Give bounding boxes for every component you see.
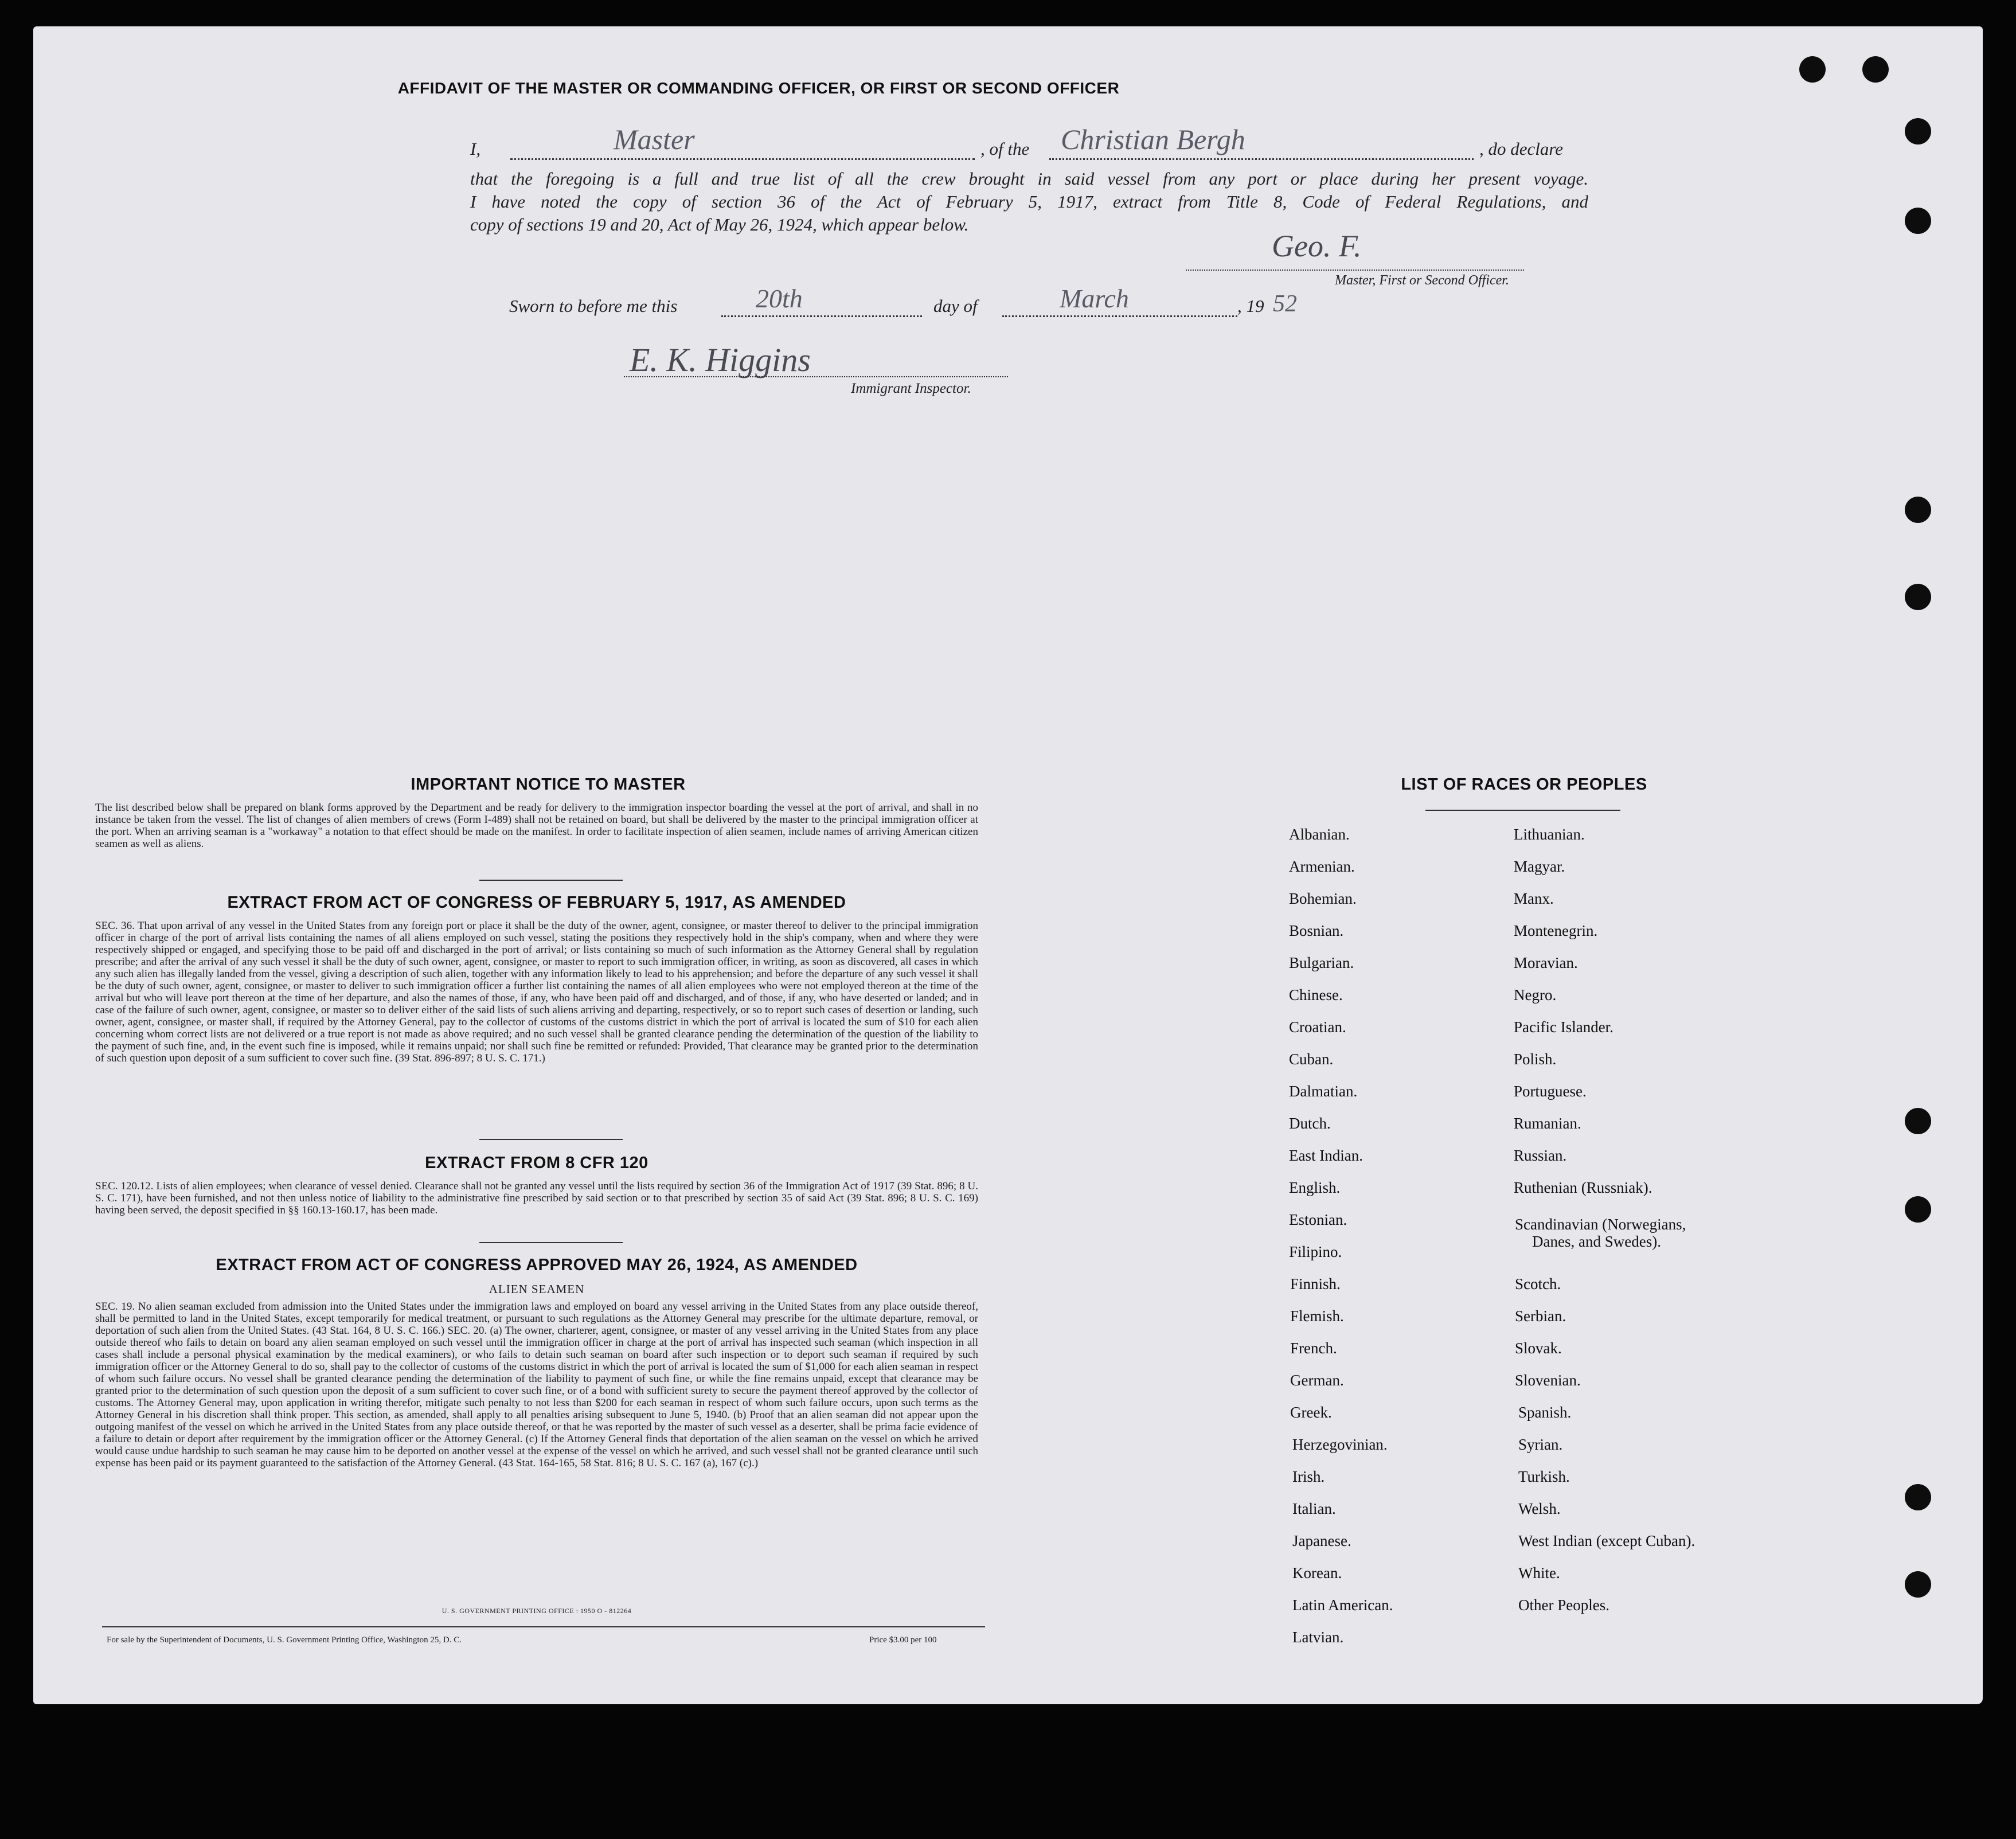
race-item: Magyar.: [1514, 858, 1565, 875]
vessel-label: , of the: [980, 139, 1030, 159]
race-item: Lithuanian.: [1514, 826, 1585, 843]
punch-hole: [1862, 56, 1889, 83]
race-item: Danes, and Swedes).: [1532, 1233, 1661, 1250]
declarant-label: I,: [470, 139, 481, 159]
inspector-caption: Immigrant Inspector.: [851, 381, 971, 396]
race-item: Dutch.: [1289, 1115, 1331, 1132]
inspector-signature: E. K. Higgins: [630, 341, 811, 378]
punch-hole: [1905, 1108, 1931, 1134]
notice-title: IMPORTANT NOTICE TO MASTER: [411, 775, 686, 794]
race-item: Dalmatian.: [1289, 1083, 1358, 1100]
race-item: Finnish.: [1290, 1275, 1341, 1293]
affidavit-text-line: copy of sections 19 and 20, Act of May 26, 1924, which appear below.: [470, 214, 969, 235]
race-item: Latin American.: [1292, 1596, 1393, 1614]
race-item: Estonian.: [1289, 1211, 1347, 1228]
signature-line: [1186, 270, 1524, 271]
race-item: Turkish.: [1518, 1468, 1570, 1485]
race-item: East Indian.: [1289, 1147, 1363, 1164]
race-item: Serbian.: [1515, 1307, 1566, 1325]
race-item: Korean.: [1292, 1564, 1342, 1582]
vessel-field: [1049, 123, 1474, 160]
officer-handwritten: Master: [614, 123, 695, 155]
affidavit-line-1: [470, 123, 1588, 164]
section-divider: [479, 880, 623, 881]
notice-text: The list described below shall be prepared on blank forms approved by the Department and be ready for delivery to the immigration inspector boarding the vessel at the port of arrival, and shall in no instance be taken from the vessel. The list of changes of alien members of crews (Form I-489) shall not be retained on board, but shall be delivered by the master to the principal immigration officer at the port. When an arriving seaman is a "workaway" a notation to that effect should be made on the manifest. In order to facilitate inspection of alien seamen, include names of arriving American citizen seamen as well as aliens.: [95, 802, 978, 850]
race-item: White.: [1518, 1564, 1560, 1582]
punch-hole: [1905, 208, 1931, 234]
race-item: Welsh.: [1518, 1500, 1561, 1517]
race-item: Latvian.: [1292, 1629, 1344, 1646]
race-item: Rumanian.: [1514, 1115, 1581, 1132]
race-item: Polish.: [1514, 1051, 1557, 1068]
footer-rule: [102, 1626, 985, 1627]
race-item: Syrian.: [1518, 1436, 1563, 1453]
race-item: Armenian.: [1289, 858, 1355, 875]
race-item: French.: [1290, 1340, 1337, 1357]
race-item: Japanese.: [1292, 1532, 1351, 1549]
punch-hole: [1905, 584, 1931, 610]
vessel-handwritten: Christian Bergh: [1061, 123, 1245, 155]
footer-right: Price $3.00 per 100: [869, 1635, 937, 1645]
race-item: Bosnian.: [1289, 922, 1344, 939]
race-item: Flemish.: [1290, 1307, 1344, 1325]
race-item: Bulgarian.: [1289, 954, 1354, 971]
race-item: Russian.: [1514, 1147, 1567, 1164]
printing-office-line: U. S. GOVERNMENT PRINTING OFFICE : 1950 O - 812264: [442, 1607, 632, 1615]
punch-hole: [1905, 497, 1931, 523]
race-item: Moravian.: [1514, 954, 1578, 971]
day-of-label: day of: [933, 296, 978, 316]
extract-1917-text: SEC. 36. That upon arrival of any vessel in the United States from any foreign port or place it shall be the duty of the owner, agent, consignee, or master thereof to deliver to the principal immigration officer in charge of the port of arrival lists containing the names of all aliens employed on such vessel, stating the positions they respectively hold in the ship's company, when and where they were respectively shipped or engaged, and specifying those to be paid off and discharged in the port of arrival; or lists containing so much of such information as the Attorney General shall by regulation prescribe; and after the arrival of any such vessel it shall be the duty of such owner, agent, consignee, or master to report to such immigration officer, in writing, as soon as discovered, all cases in which any such alien has illegally landed from the vessel, giving a description of such alien, together with any information likely to lead to his apprehension; and before the departure of any such vessel it shall be the duty of such owner, agent, consignee, or master to deliver to such immigration officer a further list containing the names of all alien employees who were not employed thereon at the time of the arrival but who will leave port thereon at the time of her departure, and also the names of those, if any, who have been paid off and discharged, and of those, if any, who have deserted or landed; and in case of the failure of such owner, agent, consignee, or master so to deliver either of the said lists of such aliens arriving and departing, respectively, or so to report such cases of desertion or landing, such owner, agent, consignee, or master shall, if required by the Attorney General, pay to the collector of customs of the customs district in which the port of arrival is located the sum of $10 for each alien concerning whom correct lists are not delivered or a true report is not made as above required; and no such vessel shall be granted clearance pending the determination of the question of the liability to the payment of such fine, and, in the event such fine is imposed, while it remains unpaid; nor shall such fine be remitted or refunded: Provided, That clearance may be granted prior to the determination of such question upon deposit of a sum sufficient to cover such fine. (39 Stat. 896-897; 8 U. S. C. 171.): [95, 920, 978, 1064]
race-item: Negro.: [1514, 986, 1557, 1004]
race-item: Slovenian.: [1515, 1372, 1581, 1389]
race-item: Bohemian.: [1289, 890, 1357, 907]
race-item: Portuguese.: [1514, 1083, 1587, 1100]
extract-1917-title: EXTRACT FROM ACT OF CONGRESS OF FEBRUARY 5, 1917, AS AMENDED: [227, 893, 846, 912]
race-item: Scandinavian (Norwegians,: [1515, 1216, 1686, 1233]
declare-label: , do declare: [1479, 139, 1564, 159]
sworn-day-handwritten: 20th: [756, 284, 803, 313]
race-item: Cuban.: [1289, 1051, 1334, 1068]
race-item: Greek.: [1290, 1404, 1332, 1421]
officer-field: [510, 123, 975, 160]
year-handwritten: 52: [1273, 291, 1297, 317]
inspector-line: [624, 376, 1008, 377]
punch-hole: [1799, 56, 1826, 83]
races-title-rule: [1425, 810, 1620, 811]
master-signature: Geo. F.: [1272, 229, 1362, 263]
race-item: Other Peoples.: [1518, 1596, 1609, 1614]
race-item: Manx.: [1514, 890, 1554, 907]
race-item: Ruthenian (Russniak).: [1514, 1179, 1652, 1196]
punch-hole: [1905, 1571, 1931, 1598]
race-item: German.: [1290, 1372, 1344, 1389]
race-item: Irish.: [1292, 1468, 1325, 1485]
punch-hole: [1905, 118, 1931, 145]
races-title: LIST OF RACES OR PEOPLES: [1401, 775, 1647, 794]
extract-1924-subtitle: ALIEN SEAMEN: [489, 1282, 585, 1296]
punch-hole: [1905, 1484, 1931, 1510]
extract-8cfr-text: SEC. 120.12. Lists of alien employees; when clearance of vessel denied. Clearance shall not be granted any vessel until the lists required by section 36 of the Immigration Act of 1917 (39 Stat. 896; 8 U. S. C. 171), have been furnished, and not then unless notice of liability to the administrative fine prescribed by said section or to that prescribed by section 35 of said Act (39 Stat. 896; 8 U. S. C. 169) having been served, the deposit specified in §§ 160.13-160.17, has been made.: [95, 1180, 978, 1216]
race-item: Croatian.: [1289, 1018, 1346, 1036]
sworn-day-field: [721, 284, 922, 317]
sworn-month-field: [1002, 284, 1237, 317]
race-item: Filipino.: [1289, 1243, 1342, 1260]
race-item: Herzegovinian.: [1292, 1436, 1388, 1453]
affidavit-text-line: I have noted the copy of section 36 of the Act of February 5, 1917, extract from Title 8, Code of Federal Regulations, and: [470, 192, 1588, 212]
race-item: English.: [1289, 1179, 1341, 1196]
footer-left: For sale by the Superintendent of Documents, U. S. Government Printing Office, Washington 25, D. C.: [107, 1635, 462, 1645]
affidavit-text: [470, 167, 1588, 236]
race-item: Spanish.: [1518, 1404, 1572, 1421]
race-item: Scotch.: [1515, 1275, 1561, 1293]
signature-caption: Master, First or Second Officer.: [1335, 273, 1509, 288]
section-divider: [479, 1139, 623, 1140]
affidavit-text-line: that the foregoing is a full and true list of all the crew brought in said vessel from any port or place during her present voyage.: [470, 169, 1588, 189]
sworn-month-handwritten: March: [1060, 284, 1129, 313]
race-item: Italian.: [1292, 1500, 1336, 1517]
affidavit-title: AFFIDAVIT OF THE MASTER OR COMMANDING OFFICER, OR FIRST OR SECOND OFFICER: [397, 79, 1120, 97]
race-item: Slovak.: [1515, 1340, 1562, 1357]
document-page: [33, 26, 1983, 1704]
race-item: Chinese.: [1289, 986, 1343, 1004]
section-divider: [479, 1242, 623, 1243]
sworn-label: Sworn to before me this: [509, 296, 678, 316]
year-label: , 19: [1237, 296, 1264, 316]
sworn-line: [509, 284, 1369, 325]
extract-8cfr-title: EXTRACT FROM 8 CFR 120: [425, 1154, 648, 1172]
race-item: Montenegrin.: [1514, 922, 1598, 939]
extract-1924-title: EXTRACT FROM ACT OF CONGRESS APPROVED MAY 26, 1924, AS AMENDED: [216, 1256, 858, 1274]
punch-hole: [1905, 1196, 1931, 1223]
race-item: Pacific Islander.: [1514, 1018, 1613, 1036]
race-item: West Indian (except Cuban).: [1518, 1532, 1695, 1549]
extract-1924-text: SEC. 19. No alien seaman excluded from admission into the United States under the immigration laws and employed on board any vessel arriving in the United States from any place outside thereof, shall be permitted to land in the United States, except temporarily for medical treatment, or pursuant to such regulations as the Attorney General may prescribe for the ultimate departure, removal, or deportation of such alien from the United States. (43 Stat. 164, 8 U. S. C. 166.) SEC. 20. (a) The owner, charterer, agent, consignee, or master of any vessel arriving in the United States from any place outside thereof who fails to detain on board any alien seaman employed on such vessel until the immigration officer in charge at the port of arrival has inspected such seaman (which inspection in all cases shall include a personal physical examination by the medical examiners), or who fails to detain such seaman on board after such inspection or to deport such seaman if required by such immigration officer or the Attorney General to do so, shall pay to the collector of customs of the customs district in which the port of arrival is located the sum of $1,000 for each alien seaman in respect of whom such failure occurs. No vessel shall be granted clearance pending the determination of the liability to payment of such fine, or while the fine remains unpaid, except that clearance may be granted prior to the determination of such question upon the deposit of a sum sufficient to cover such fine, or of a bond with sufficient surety to secure the payment thereof approved by the collector of customs. The Attorney General may, upon application in writing therefor, mitigate such penalty to not less than $200 for each seaman in respect of whom such failure occurs, upon such terms as the Attorney General in his discretion shall think proper. This section, as amended, shall apply to all penalties arising subsequent to June 5, 1940. (b) Proof that an alien seaman did not appear upon the outgoing manifest of the vessel on which he arrived in the United States from any place outside thereof, or that he was reported by the master of such vessel as a deserter, shall be prima facie evidence of a failure to detain or deport after requirement by the immigration officer or the Attorney General. (c) If the Attorney General finds that deportation of the alien seaman on the vessel on which he arrived would cause undue hardship to such seaman he may cause him to be deported on another vessel at the expense of the vessel on which he arrived, and such vessel shall not be granted clearance until such expense has been paid or its payment guaranteed to the satisfaction of the Attorney General. (43 Stat. 164-165, 58 Stat. 816; 8 U. S. C. 167 (a), 167 (c).): [95, 1301, 978, 1469]
race-item: Albanian.: [1289, 826, 1350, 843]
